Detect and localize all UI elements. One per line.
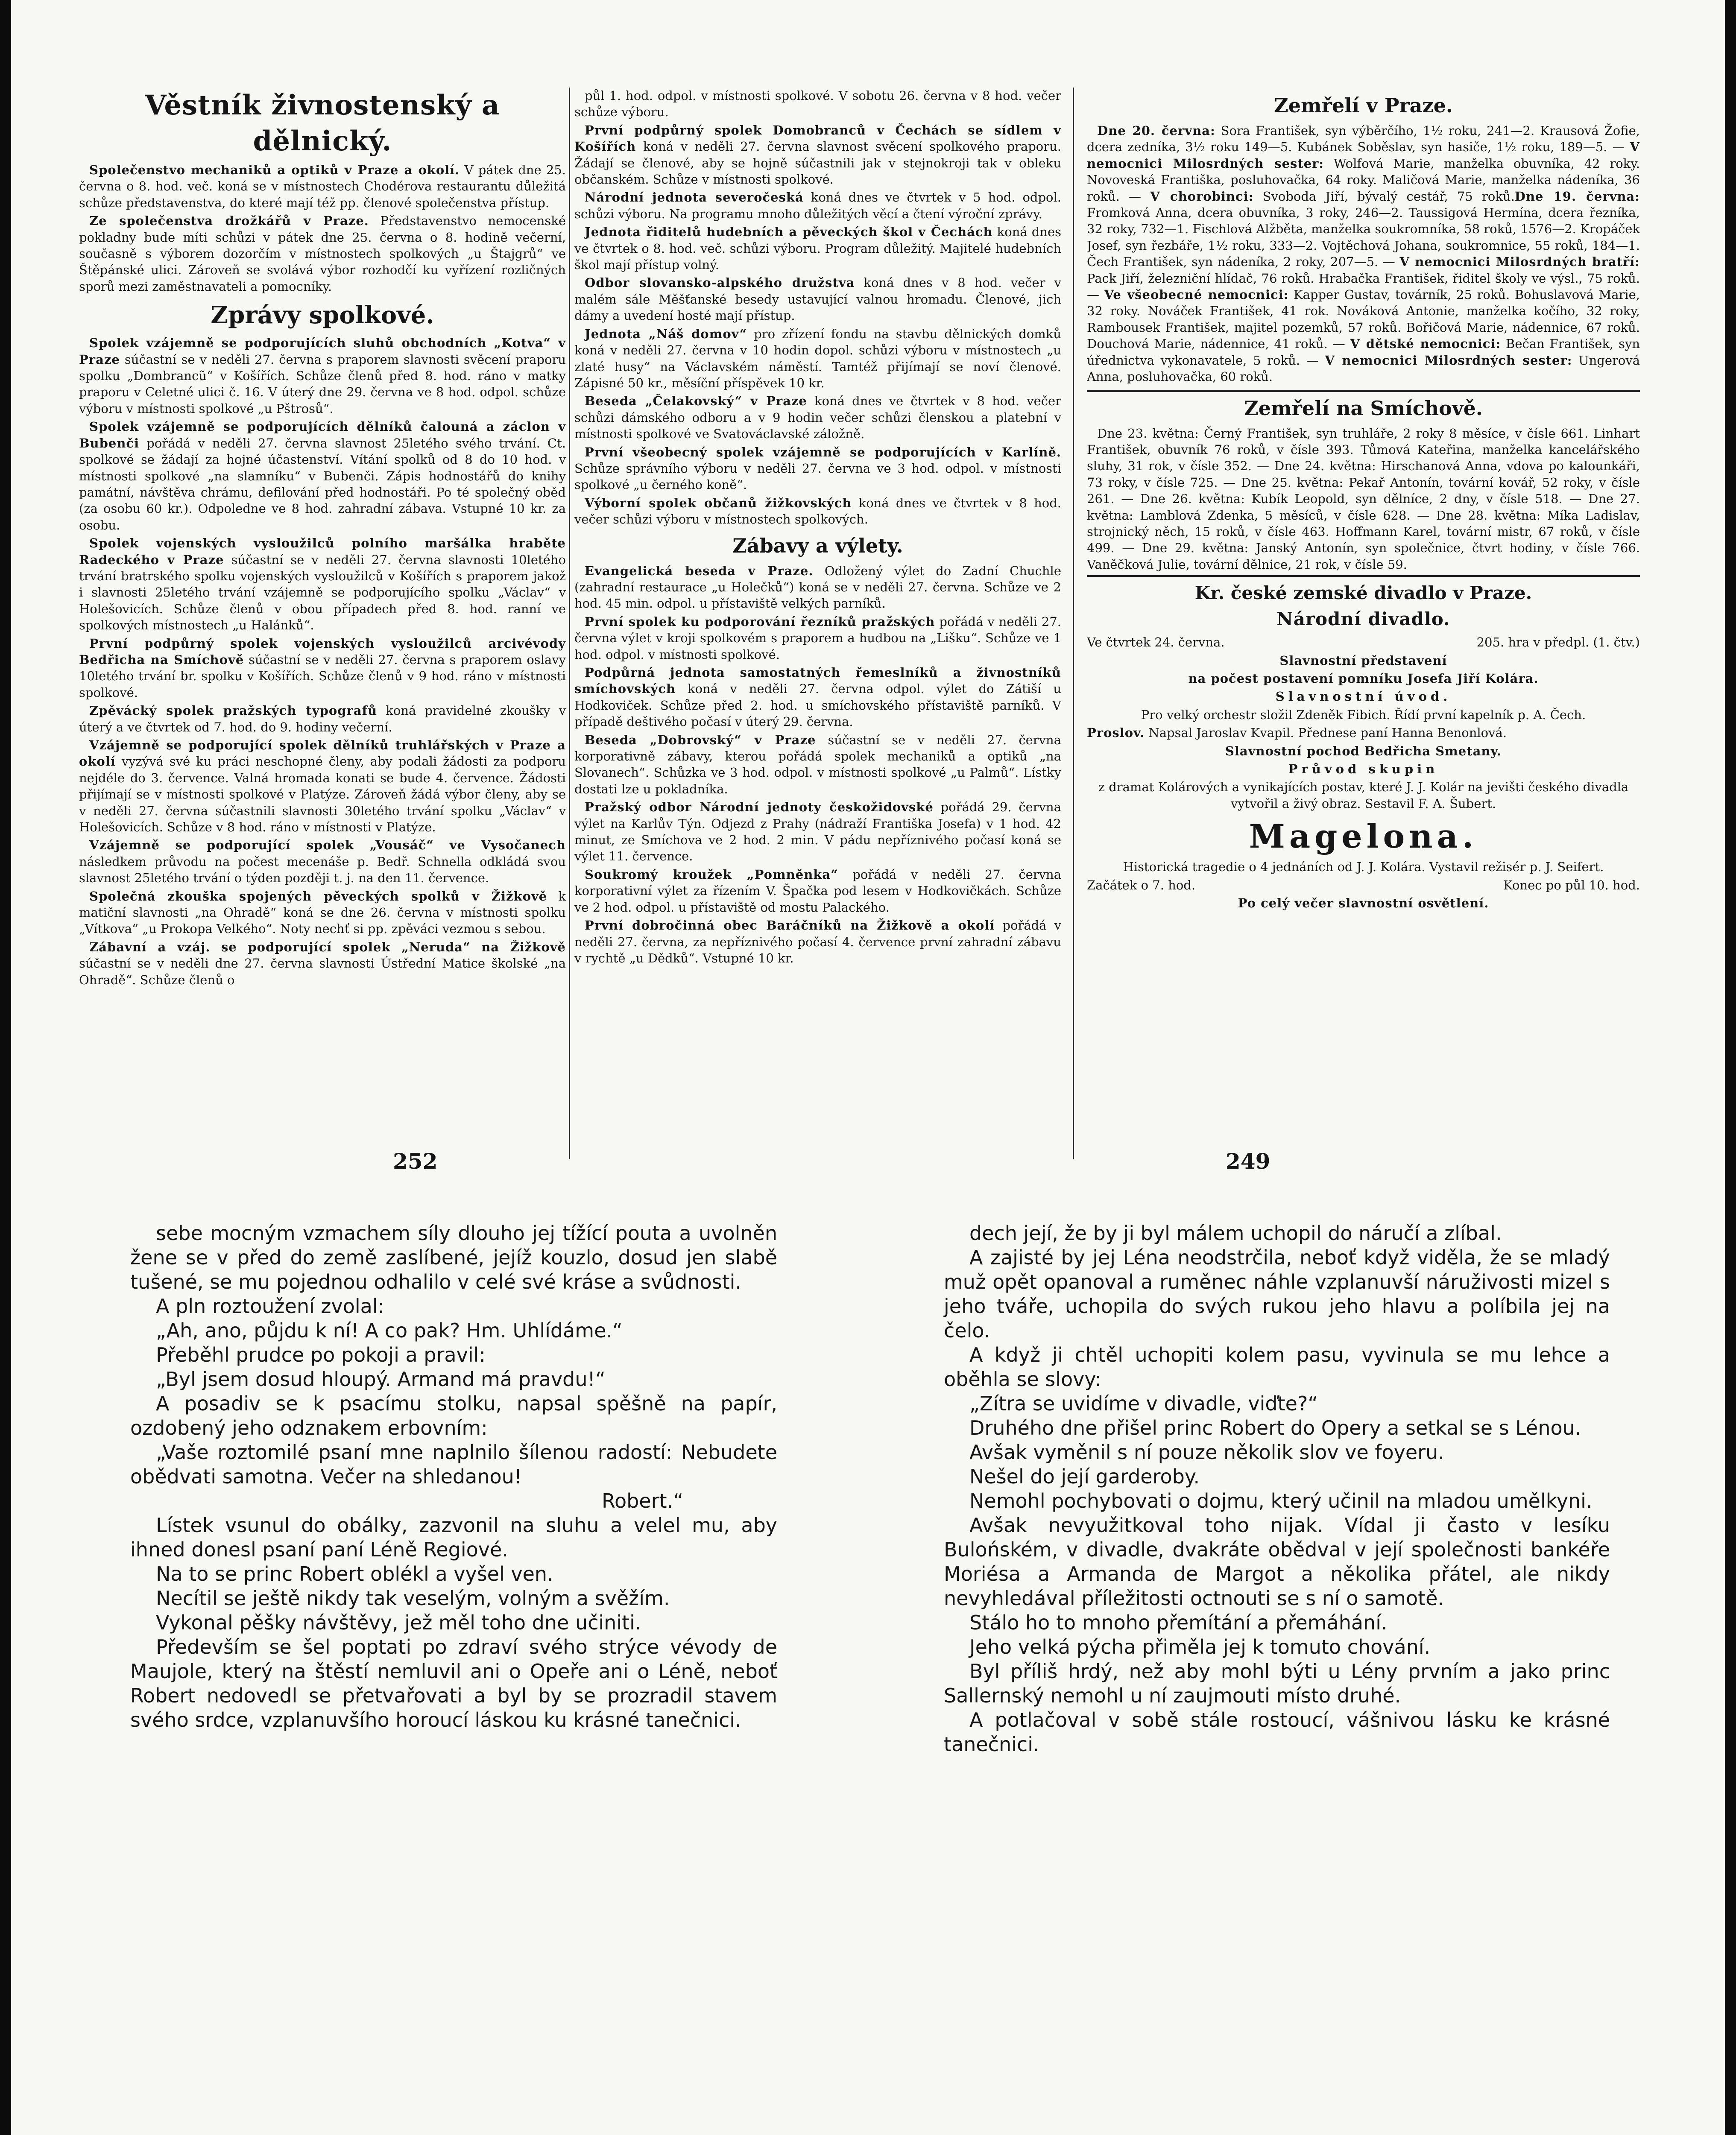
notice-heading: První spolek ku podporování řezníků pražských [585, 614, 935, 629]
story-paragraph: A potlačoval v sobě stále rostoucí, vášnivou lásku ke krásné tanečnici. [944, 1708, 1610, 1756]
notice-text: následkem průvodu na počest mecenáše p. Bedř. Schnella odkládá svou slavnost 25letého trvání o týden později t. j. na den 11. července. [79, 854, 566, 886]
notice-entry [574, 866, 1061, 915]
notice-heading: Odbor slovansko-alpského družstva [585, 275, 855, 290]
notice-text: Představenstvo nemocenské pokladny bude míti schůzi v pátek dne 25. června o 8. hodině večerní, současně s výborem dozorčím v místnostech spolkových „u Štajgrů“ ve Štěpánské ulici. Zároveň se svolává výbor rozhodčí ku vyřízení rozličných sporů mezi zaměstnavateli a pomocníky. [79, 214, 566, 294]
notice-entry [79, 737, 566, 835]
notice-entry [79, 702, 566, 735]
notice-heading: Zábavní a vzáj. se podporující spolek „Neruda“ na Žižkově [89, 939, 566, 954]
notice-heading: Spolek vzájemně se podporujících sluhů obchodních „Kotva“ v Praze [79, 336, 566, 367]
notice-heading: Národní jednota severočeská [585, 190, 804, 205]
start-time: Začátek o 7. hod. [1087, 877, 1196, 892]
story-paragraph: Druhého dne přišel princ Robert do Opery a setkal se s Lénou. [969, 1416, 1581, 1439]
notice-text: súčastní se v neděli 27. června s praporem oslavy 10letého trvání br. spolku v Košířích. Schůze členů v 9 hod. ráno v místnosti spolkové. [79, 652, 566, 700]
notice-entry [574, 732, 1061, 798]
notice-text: súčastní se v neděli 27. června slavnosti 10letého trvání bratrského spolku vojenských vysloužilců v Košířích s praporem jakož i slavnosti 25letého trvání vzájemně se podporujícího spolku „Václav“ v Holešovicích. Schůze členů v obou případech před 8. hod. ranní ve spolkových místnostech „u Halánků“. [79, 552, 566, 633]
notice-heading: Společná zkouška spojených pěveckých spolků v Žižkově [89, 889, 547, 904]
notice-entry [574, 444, 1061, 493]
notice-heading: Ze společenstva drožkářů v Praze. [89, 214, 369, 228]
notice-entry [574, 917, 1061, 966]
notice-text: koná v neděli 27. června odpol. výlet do Zátiší u Hodkoviček. Schůze před 2. hod. u smíchovského přístaviště parníků. V případě deštivého počasí v úterý 29. června. [574, 681, 1061, 729]
story-paragraph: A když ji chtěl uchopiti kolem pasu, vyvinula se mu lehce a oběhla se slovy: [944, 1343, 1610, 1391]
notice-heading: Společenstvo mechaniků a optiků v Praze a okolí. [89, 163, 460, 177]
notice-text: súčastní se v neděli 27. června s praporem slavnosti svěcení praporu spolku „Dombrancũ“ v Košířích. Schůze členů před 8. hod. ráno v matky praporu v Celetné ulici č. 16. V úterý dne 29. června ve 8 hod. odpol. schůze výboru v místnosti spolkové „u Pštrosů“. [79, 352, 566, 416]
notice-entry [79, 162, 566, 211]
theatre-subscription: 205. hra v předpl. (1. čtv.) [1476, 635, 1640, 650]
end-time: Konec po půl 10. hod. [1503, 877, 1640, 892]
notice-heading: Jednota „Náš domov“ [585, 326, 747, 341]
notice-entry [79, 418, 566, 533]
notice-entry [79, 837, 566, 886]
page-number-right: 249 [1226, 1149, 1271, 1174]
left-page-edge [0, 0, 11, 2135]
notice-entry [574, 614, 1061, 663]
notice-text: vyzývá své ku práci neschopné členy, aby podali žádosti za podporu nejdéle do 3. července. Valná hromada konati se bude 4. července. Žádosti přijímají se v místnosti spolkové v Platýze. Zároveň žádá výbor členy, aby se v neděli 27. června súčastnili slavnosti 30letého trvání spolku „Václav“ v Holešovicích. Schůze v 8 hod. ráno v místnosti v Platýze. [79, 754, 566, 835]
notice-text: koná v neděli 27. června slavnost svěcení spolkového praporu. Žádají se členové, aby se hojně súčastnili jak v stejnokroji tak v obleku občanském. Schůze v místnosti spolkové. [574, 139, 1061, 187]
notice-heading: Výborní spolek občanů žižkovských [585, 495, 852, 510]
story-paragraph: Byl příliš hrdý, než aby mohl býti u Lény prvním a jako princ Sallernský nemohl u ní zaujmouti místo druhé. [944, 1660, 1610, 1707]
story-paragraph: Jeho velká pýcha přiměla jej k tomuto chování. [969, 1635, 1431, 1658]
notice-text: pořádá v neděli 27. června slavnost 25letého svého trvání. Ct. spolkové se žádají za hojné účastenství. Vítání spolků od 8 do 10 hod. v místnosti spolkové „na slamníku“ v Bubenči. Zápis hodnostářů do knihy památní, návštěva chrámu, defilování před hodnostáři. Po té společný oběd (za osobu 60 kr.). Odpoledne ve 8 hod. zahradní zábava. Vstupné 10 kr. za osobu. [79, 436, 566, 532]
notice-entry [574, 189, 1061, 222]
notice-text: koná dnes ve čtvrtek o 8. hod. več. schůzi výboru. Program důležitý. Majitelé hudebních škol mají přístup volný. [574, 225, 1061, 272]
notice-text: pořádá 29. června výlet na Karlův Týn. Odjezd z Prahy (nádraží Františka Josefa) v 1 hod. 42 minut, ze Smíchova ve 2 hod. 2 min. V pádu nepříznivého počasí koná se výlet 11. července. [574, 800, 1061, 864]
theatre-date-row [1087, 634, 1640, 650]
book-page-left [130, 1221, 777, 1732]
notice-entry [79, 213, 566, 295]
notice-heading: Evangelická beseda v Praze. [585, 563, 814, 578]
theatre-line-text: Napsal Jaroslav Kvapil. Přednese paní Hanna Benonlová. [1145, 725, 1507, 740]
story-paragraph: Lístek vsunul do obálky, zazvonil na sluhu a velel mu, aby ihned donesl psaní paní Léně Regiové. [130, 1514, 777, 1561]
notice-text: pořádá v neděli 27. června korporativní výlet za řízením V. Špačka pod lesem v Hodkovičkách. Schůze ve 2 hod. odpol. u přístaviště od mostu Palackého. [574, 867, 1061, 915]
notice-entry [574, 122, 1061, 188]
notice-entry [79, 939, 566, 988]
story-paragraph: „Zítra se uvidíme v divadle, viďte?“ [969, 1392, 1318, 1415]
story-paragraph: „Vaše roztomilé psaní mne naplnilo šílenou radostí: Nebudete obědvati samotna. Večer na shledanou! [130, 1441, 777, 1488]
notice-heading: Podpůrná jednota samostatných řemeslníků a živnostníků smíchovských [574, 665, 1061, 696]
death-group-text: Ungerová Anna, posluhovačka, 60 roků. [1087, 353, 1640, 384]
notice-entry [574, 495, 1061, 528]
death-group-text: Wolfová Marie, manželka obuvníka, 42 roky. Novoveská Františka, posluhovačka, 64 roky. Maličová Marie, manželka nádeníka, 36 roků. — [1087, 156, 1640, 204]
notice-text: súčastní se v neděli dne 27. června slavnosti Ústřední Matice školské „na Ohradě“. Schůze členů o [79, 956, 566, 987]
notice-entry [79, 335, 566, 417]
notice-text: koná dnes v 8 hod. večer v malém sále Měšťanské besedy ustavující valnou hromadu. Členové, jich dámy a uvedení hosté mají přístup. [574, 275, 1061, 323]
book-page-right [944, 1221, 1610, 1757]
notice-entry [79, 888, 566, 937]
notice-text: půl 1. hod. odpol. v místnosti spolkové. V sobotu 26. června v 8 hod. večer schůze výboru. [574, 88, 1061, 120]
theatre-line [1087, 725, 1640, 741]
story-paragraph: Nemohl pochybovati o dojmu, který učinil na mladou umělkyni. [969, 1489, 1593, 1512]
deaths-prague-list [1087, 123, 1640, 385]
deaths-prague-title: Zemřelí v Praze. [1274, 94, 1453, 117]
notice-entry [574, 393, 1061, 442]
notice-list [79, 335, 566, 988]
theatre-line: Slavnostní pochod Bedřicha Smetany. [1225, 743, 1502, 758]
notice-text: k matiční slavnosti „na Ohradě“ koná se dne 26. června v místnosti spolku „Vítkova“ „u Prokopa Velkého“. Noty nechť si pp. zpěváci vezmou s sebou. [79, 889, 566, 936]
notice-list [79, 162, 566, 295]
notice-text: koná dnes ve čtvrtek v 8 hod. večer schůzi dámského odboru a v 9 hodin večer schůzi členskou a platební v místnosti spolkové ve Svatováclavské záložně. [574, 394, 1061, 442]
masthead: Věstník živnostenský a dělnický. [145, 89, 500, 157]
notice-text: súčastní se v neděli 27. června korporativně zábavy, kterou pořádá spolek mechaniků a optiků „na Slovanech“. Schůzka ve 3 hod. odpol. v místnosti spolkové „u Palmů“. Lístky dostati lze u pokladníka. [574, 732, 1061, 796]
death-group-text: Fromková Anna, dcera obuvníka, 3 roky, 246—2. Taussigová Hermína, dcera řezníka, 32 roky, 732—1. Fischlová Alžběta, manželka soukromníka, 58 roků, 1576—2. Kropáček Josef, syn řezbáře, 1½ roku, 333—2. Vojtěchová Johana, soukromnice, 55 roků, 184—1. Čech František, syn nádeníka, 2 roky, 207—5. — [1087, 205, 1640, 269]
story-paragraph: Především se šel poptati po zdraví svého strýce vévody de Maujole, který na štěstí nemluvil ani o Opeře ani o Léně, neboť Robert nedovedl se přetvařovati a byl by se prozradil stavem svého srdce, vzplanuvšího horoucí láskou ku krásné tanečnici. [130, 1635, 777, 1731]
story-paragraph: Nešel do její garderoby. [969, 1465, 1200, 1488]
column-rule [569, 88, 570, 1159]
notice-list [574, 88, 1061, 528]
notice-entry [574, 563, 1061, 612]
notice-text: koná dnes ve čtvrtek v 8 hod. večer schůzi výboru v místnostech spolkových. [574, 495, 1061, 527]
death-group-heading: V nemocnici Milosrdných bratří: [1399, 254, 1640, 269]
page-number-left: 252 [393, 1149, 438, 1174]
death-group-text: Kapper Gustav, továrník, 25 roků. Bohuslavová Marie, 32 roky. Nováček František, 41 rok. Nováková Antonie, manželka kočího, 32 roky, Rambousek František, majitel pozemků, 57 roků. Bořičová Marie, nádennice, 67 roků. Douchová Marie, nádennice, 41 roků. — [1087, 287, 1640, 351]
theatre-line-head: Proslov. [1087, 725, 1145, 740]
death-group-heading: Ve všeobecné nemocnici: [1104, 287, 1289, 302]
notice-text: Odložený výlet do Zadní Chuchle (zahradní restaurace „u Holečků“) koná se v neděli 27. června. Schůze ve 2 hod. 45 min. odpol. u přístaviště velkých parníků. [574, 563, 1061, 611]
theatre-line: z dramat Kolárových a vynikajících postav, které J. J. Kolár na jevišti českého divadla vytvořil a živý obraz. Sestavil F. A. Šubert. [1098, 780, 1629, 811]
notice-text: V pátek dne 25. června o 8. hod. več. koná se v místnostech Chodérova restaurantu důležitá schůze představenstva, do které mají též pp. členové společenstva přístup. [79, 163, 566, 210]
notice-heading: Zpěvácký spolek pražských typografů [89, 703, 378, 718]
column-2 [574, 88, 1061, 1112]
death-group-heading: V chorobinci: [1150, 189, 1254, 204]
theatre-line: Po celý večer slavnostní osvětlení. [1238, 896, 1489, 911]
story-paragraph: „Ah, ano, půjdu k ní! A co pak? Hm. Uhlídáme.“ [156, 1319, 623, 1342]
story-paragraph: Avšak vyměnil s ní pouze několik slov ve foyeru. [969, 1441, 1444, 1464]
death-group-heading: V nemocnici Milosrdných sester: [1325, 353, 1572, 368]
notice-heading: Beseda „Dobrovský“ v Praze [585, 732, 816, 747]
notice-entry [574, 88, 1061, 120]
notice-entry [79, 535, 566, 633]
theatre-title: Kr. české zemské divadlo v Praze. [1087, 575, 1640, 605]
notice-heading: První dobročinná obec Baráčníků na Žižkově a okolí [585, 918, 995, 933]
death-group-text: Sora František, syn výběrčího, 1½ roku, 241—2. Krausová Žofie, dcera zedníka, 3½ roku 149—5. Kubánek Soběslav, syn hasiče, 1½ roku, 189—5. — [1087, 123, 1640, 155]
notice-list [574, 563, 1061, 967]
section-title: Zábavy a výlety. [732, 534, 903, 557]
notice-entry [574, 275, 1061, 324]
notice-heading: Vzájemně se podporující spolek dělníků truhlářských v Praze a okolí [79, 738, 566, 769]
theatre-line: Slavnostní představení [1279, 653, 1447, 668]
notice-heading: Spolek vzájemně se podporujících dělníků čalouná a záclon v Bubenči [79, 419, 566, 450]
theatre-line: Průvod skupin [1288, 762, 1439, 776]
story-paragraph: A posadiv se k psacímu stolku, napsal spěšně na papír, ozdobený jeho odznakem erbovním: [130, 1392, 777, 1439]
notice-heading: Beseda „Čelakovský“ v Praze [585, 394, 807, 409]
story-paragraph: Na to se princ Robert oblékl a vyšel ven. [156, 1562, 553, 1585]
death-group-text: Svoboda Jiří, bývalý cestář, 75 roků. [1253, 189, 1515, 204]
column-rule [1073, 88, 1074, 1159]
notice-entry [574, 326, 1061, 392]
story-paragraph: Vykonal pěšky návštěvy, jež měl toho dne učiniti. [156, 1611, 641, 1634]
section-title: Zprávy spolkové. [211, 301, 434, 330]
story-paragraph: „Byl jsem dosud hloupý. Armand má pravdu!“ [156, 1368, 606, 1391]
theatre-line: na počest postavení pomníku Josefa Jiří Kolára. [1188, 671, 1539, 686]
notice-heading: První podpůrný spolek Domobranců v Čechách se sídlem v Košířích [574, 123, 1061, 154]
theatre-line: Historická tragedie o 4 jednáních od J. J. Kolára. Vystavil režisér p. J. Seifert. [1123, 860, 1604, 874]
notice-text: pořádá v neděli 27. června výlet v kroji spolkovém s praporem a hudbou na „Lišku“. Schůze ve 1 hod. odpol. v místnosti spolkové. [574, 614, 1061, 662]
deaths-smichov-list: Dne 23. května: Černý František, syn truhláře, 2 roky 8 měsíce, v čísle 661. Linhart František, obuvník 76 roků, v čísle 393. Tůmová Kateřina, manželka kancelářského sluhy, 31 rok, v čísle 352. — Dne 24. května: Hirschanová Anna, vdova po kalounkáři, 73 roky, v čísle 725. — Dne 25. května: Pekař Antonín, tovární kovář, 52 roky, v čísle 261. — Dne 26. května: Kubík Leopold, syn dělníce, 2 dny, v čísle 518. — Dne 27. května: Lamblová Zdenka, 5 měsíců, v čísle 628. — Dne 28. května: Míka Ladislav, strojnický něch, 15 roků, v čísle 463. Hoffmann Karel, tovární mistr, 67 roků, v čísle 499. — Dne 29. května: Janský Antonín, syn společnice, čtvrt hodiny, v čísle 766. Vaněčková Julie, tovární dělnice, 21 rok, v čísle 59. [1087, 426, 1640, 572]
story-paragraph: Přeběhl prudce po pokoji a pravil: [156, 1343, 486, 1366]
theatre-date: Ve čtvrtek 24. června. [1087, 635, 1225, 650]
story-paragraph: dech její, že by ji byl málem uchopil do náručí a zlíbal. [969, 1222, 1502, 1245]
notice-heading: První všeobecný spolek vzájemně se podporujících v Karlíně. [585, 445, 1061, 459]
theatre-line: Pro velký orchestr složil Zdeněk Fibich. Řídí první kapelník p. A. Čech. [1141, 707, 1586, 722]
death-group-heading: Dne 20. června: [1097, 123, 1215, 138]
notice-entry [574, 664, 1061, 730]
story-paragraph: Avšak nevyužitkoval toho nijak. Vídal ji často v lesíku Bulońském, v divadle, dvakráte obědval v její společnosti bankéře Moriésa a Armanda de Margot a několika přátel, ale nikdy nevyhledával příležitosti octnouti se s ní o samotě. [944, 1514, 1610, 1610]
notice-heading: První podpůrný spolek vojenských vysloužilců arcivévody Bedřicha na Smíchově [79, 636, 566, 667]
death-group-heading: V dětské nemocnici: [1350, 336, 1501, 351]
story-paragraph: A pln roztoužení zvolal: [156, 1295, 385, 1318]
play-title: Magelona. [1249, 817, 1478, 856]
death-group-text: Pack Jiří, železniční hlídač, 76 roků. Hrabačka František, řiditel školy ve výsl., 75 roků. — [1087, 271, 1640, 302]
death-group-heading: Dne 19. června: [1514, 189, 1640, 204]
notice-text: koná dnes ve čtvrtek v 5 hod. odpol. schůzi výboru. Na programu mnoho důležitých věcí a čtení výroční zprávy. [574, 190, 1061, 221]
story-paragraph: Stálo ho to mnoho přemítání a přemáhání. [969, 1611, 1388, 1634]
notice-heading: Jednota řiditelů hudebních a pěveckých škol v Čechách [585, 225, 993, 240]
notice-entry [574, 799, 1061, 865]
story-paragraph: Necítil se ještě nikdy tak veselým, volným a svěžím. [156, 1587, 670, 1610]
notice-text: koná pravidelné zkoušky v úterý a ve čtvrtek od 7. hod. do 9. hodiny večerní. [79, 703, 566, 734]
notice-heading: Soukromý kroužek „Pomněnka“ [585, 867, 838, 882]
theatre-subtitle: Národní divadlo. [1276, 608, 1450, 630]
story-paragraph: A zajisté by jej Léna neodstrčila, neboť když viděla, že se mladý muž opět opanoval a ruměnec náhle vzplanuvší náruživosti mizel s jeho tváře, uchopila do svých rukou jeho hlavu a políbila jej na čelo. [944, 1246, 1610, 1342]
notice-entry [79, 635, 566, 701]
notice-text: Schůze správního výboru v neděli 27. června ve 3 hod. odpol. v místnosti spolkové „u černého koně“. [574, 461, 1061, 492]
theatre-times [1087, 877, 1640, 893]
theatre-line: Slavnostní úvod. [1275, 689, 1452, 704]
right-page-edge [1725, 0, 1736, 2135]
story-paragraph: Robert.“ [602, 1489, 683, 1512]
death-group-text: Bečan František, syn úřednictva vykonavatele, 5 roků. — [1087, 336, 1640, 368]
deaths-smichov-title: Zemřelí na Smíchově. [1087, 390, 1640, 421]
notice-entry [574, 224, 1061, 273]
notice-heading: Spolek vojenských vysloužilců polního maršálka hraběte Radeckého v Praze [79, 536, 566, 567]
notice-heading: Pražský odbor Národní jednoty českožidovské [585, 800, 934, 815]
column-1 [79, 88, 566, 1112]
column-3 [1087, 88, 1640, 1112]
notice-heading: Vzájemně se podporující spolek „Vousáč“ ve Vysočanech [89, 838, 566, 853]
notice-text: pořádá v neděli 27. června, za nepříznivého počasí 4. července první zahradní zábavu v rychtě „u Dědků“. Vstupné 10 kr. [574, 918, 1061, 965]
death-group-heading: V nemocnici Milosrdných sester: [1087, 140, 1640, 171]
story-paragraph: sebe mocným vzmachem síly dlouho jej tížící pouta a uvolněn žene se v před do země zaslíbené, jejíž kouzlo, dosud jen slabě tušené, se mu pojednou odhalilo v celé své kráse a svůdnosti. [130, 1222, 777, 1293]
notice-text: pro zřízení fondu na stavbu dělnických domků koná v neděli 27. června v 10 hodin dopol. schůzi výboru v místnostech „u zlaté husy“ na Václavském náměstí. Tamtéž přijímají se noví členové. Zápisné 50 kr., měsíční příspěvek 10 kr. [574, 326, 1061, 390]
